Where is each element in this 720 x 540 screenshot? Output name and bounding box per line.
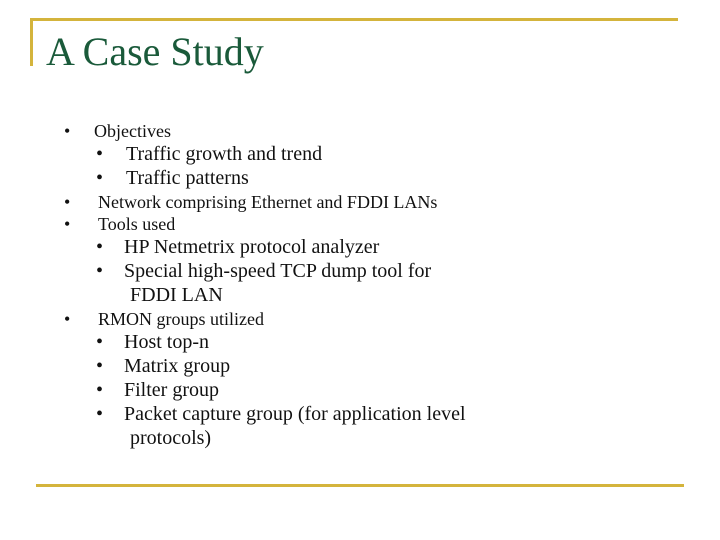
bullet-text: Tools used [98, 214, 176, 234]
sub-bullet-text: Host top-n [124, 331, 209, 353]
sub-bullet-text: Special high-speed TCP dump tool for [124, 260, 432, 282]
sub-bullet-text: Matrix group [124, 355, 231, 377]
sub-bullet-text: Traffic patterns [126, 167, 249, 189]
bottom-accent-rule [36, 484, 684, 487]
bullet-dot: • [96, 331, 104, 353]
sub-bullet-text: HP Netmetrix protocol analyzer [124, 236, 380, 258]
bullet-dot: • [96, 403, 104, 425]
slide-title: A Case Study [46, 29, 264, 74]
bullet-dot: • [96, 260, 104, 282]
bullet-dot: • [64, 309, 71, 329]
left-accent-rule [30, 18, 33, 66]
bullet-text: Network comprising Ethernet and FDDI LANs [98, 192, 438, 212]
bullet-dot: • [64, 214, 71, 234]
bullet-dot: • [96, 236, 104, 258]
bullet-text: Objectives [94, 121, 171, 141]
bullet-dot: • [96, 355, 104, 377]
bullet-dot: • [96, 143, 104, 165]
sub-bullet-text: Packet capture group (for application level [124, 403, 466, 425]
bullet-dot: • [64, 192, 71, 212]
bullet-text: RMON groups utilized [98, 309, 264, 329]
sub-bullet-continuation: protocols) [130, 427, 212, 449]
sub-bullet-continuation: FDDI LAN [130, 284, 223, 306]
bullet-dot: • [96, 379, 104, 401]
sub-bullet-text: Filter group [124, 379, 219, 401]
top-accent-rule [30, 18, 678, 21]
sub-bullet-text: Traffic growth and trend [126, 143, 323, 165]
bullet-dot: • [96, 167, 104, 189]
bullet-dot: • [64, 121, 71, 141]
